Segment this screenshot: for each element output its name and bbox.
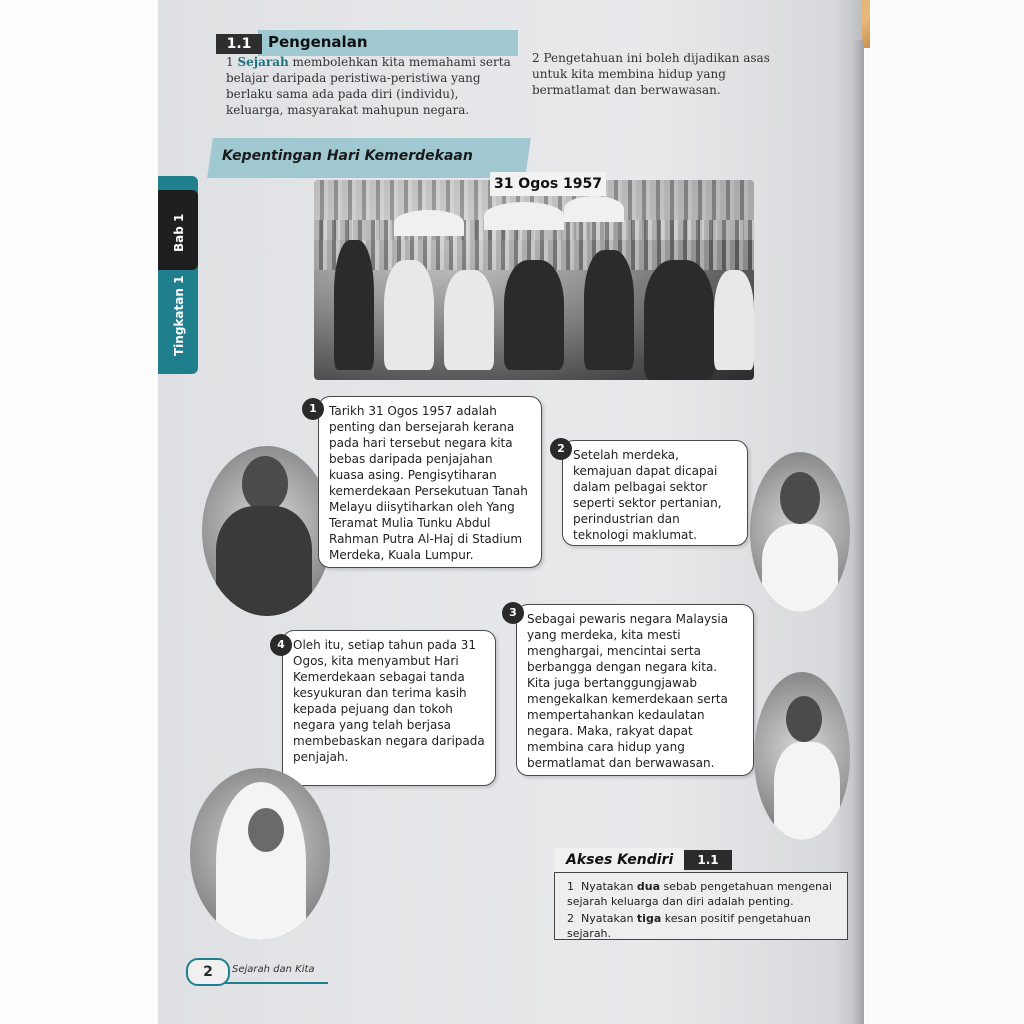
- bubble-3-badge: 3: [502, 602, 524, 624]
- footer-rule: [218, 982, 328, 984]
- question-2-text-end: kesan positif pengetahuan sejarah.: [567, 912, 811, 940]
- question-1: [567, 879, 839, 909]
- speech-bubble-4: [282, 630, 496, 786]
- student-hijab: [216, 782, 306, 940]
- question-1-number: 1: [567, 880, 574, 893]
- self-assessment-box: [554, 848, 848, 940]
- question-2-text: Nyatakan: [581, 912, 637, 925]
- student-body: [216, 506, 312, 616]
- self-assessment-number: 1.1: [684, 850, 732, 870]
- student-boy-avatar: [750, 452, 850, 612]
- bubble-2-badge: 2: [550, 438, 572, 460]
- photo-figure: [644, 260, 714, 380]
- student-body: [762, 524, 838, 612]
- photo-figure: [384, 260, 434, 370]
- student-body: [774, 742, 840, 840]
- intro-2-text: Pengetahuan ini boleh dijadikan asas untuk kita membina hidup yang bermatlamat dan berwawasan.: [532, 51, 770, 97]
- photo-figure: [714, 270, 754, 370]
- student-head: [786, 696, 822, 742]
- speech-bubble-2: [562, 440, 748, 546]
- form-label: Tingkatan 1: [172, 275, 186, 356]
- student-girl-avatar: [202, 446, 332, 616]
- question-1-emphasis: dua: [636, 880, 661, 893]
- bubble-1-text: Tarikh 31 Ogos 1957 adalah penting dan bersejarah kerana pada hari tersebut negara kita bebas daripada penjajahan kuasa asing. Pengisytiharan kemerdekaan Persekutuan Tanah Melayu diisytiharkan oleh Yang Teramat Mulia Tunku Abdul Rahman Putra Al-Haj di Stadium Merdeka, Kuala Lumpur.: [329, 404, 528, 562]
- book-page: [158, 0, 862, 1024]
- question-1-text-end: sebab pengetahuan mengenai sejarah keluarga dan diri adalah penting.: [567, 880, 832, 908]
- bubble-2-text: Setelah merdeka, kemajuan dapat dicapai dalam pelbagai sektor seperti sektor pertanian, perindustrian dan teknologi maklumat.: [573, 448, 722, 542]
- bubble-4-badge: 4: [270, 634, 292, 656]
- bubble-3-text: Sebagai pewaris negara Malaysia yang merdeka, kita mesti menghargai, mencintai serta berbangga dengan negara kita. Kita juga bertanggungjawab mengekalkan kemerdekaan serta mempertahankan kedaulatan negara. Maka, rakyat dapat membina cara hidup yang bermatlamat dan berwawasan.: [527, 612, 729, 770]
- intro-paragraph-1: [226, 54, 516, 118]
- section-number: 1.1: [216, 34, 262, 54]
- background-right: [865, 0, 1024, 1024]
- photo-figure: [334, 240, 374, 370]
- intro-2-number: 2: [532, 51, 540, 65]
- subsection-title: Kepentingan Hari Kemerdekaan: [222, 148, 473, 164]
- photo-figure: [584, 250, 634, 370]
- footer-title: Sejarah dan Kita: [232, 964, 315, 975]
- intro-1-number: 1: [226, 55, 234, 69]
- intro-1-text: membolehkan kita memahami serta belajar daripada peristiwa-peristiwa yang berlaku sama ada pada diri (individu), keluarga, masyarakat mahupun negara.: [226, 55, 511, 117]
- student-hijab-avatar: [190, 768, 330, 940]
- student-pointing-avatar: [754, 672, 850, 840]
- photo-umbrella: [564, 196, 624, 222]
- self-assessment-title: Akses Kendiri: [566, 852, 674, 868]
- question-2: [567, 911, 839, 941]
- photo-figure: [504, 260, 564, 370]
- question-2-number: 2: [567, 912, 574, 925]
- student-head: [248, 808, 284, 852]
- bubble-4-text: Oleh itu, setiap tahun pada 31 Ogos, kita menyambut Hari Kemerdekaan sebagai tanda kesyukuran dan terima kasih kepada pejuang dan tokoh negara yang telah berjasa membebaskan negara daripada penjajah.: [293, 638, 485, 764]
- student-head: [242, 456, 288, 512]
- speech-bubble-1: [318, 396, 542, 568]
- speech-bubble-3: [516, 604, 754, 776]
- photo-figure: [444, 270, 494, 370]
- intro-paragraph-2: [532, 50, 802, 98]
- photo-umbrella: [394, 210, 464, 236]
- section-title: Pengenalan: [268, 33, 368, 51]
- page-number: 2: [186, 958, 230, 986]
- page-stack-edge: [852, 40, 864, 1024]
- self-assessment-questions: [554, 872, 848, 940]
- background-left: [0, 0, 158, 1024]
- photo-umbrella: [484, 202, 564, 230]
- question-2-emphasis: tiga: [636, 912, 662, 925]
- question-1-text: Nyatakan: [581, 880, 637, 893]
- bubble-1-badge: 1: [302, 398, 324, 420]
- photo-date-label: 31 Ogos 1957: [490, 172, 606, 196]
- student-head: [780, 472, 820, 524]
- intro-1-keyword: Sejarah: [237, 55, 289, 69]
- historical-photo: [314, 180, 754, 380]
- chapter-label: Bab 1: [172, 213, 186, 252]
